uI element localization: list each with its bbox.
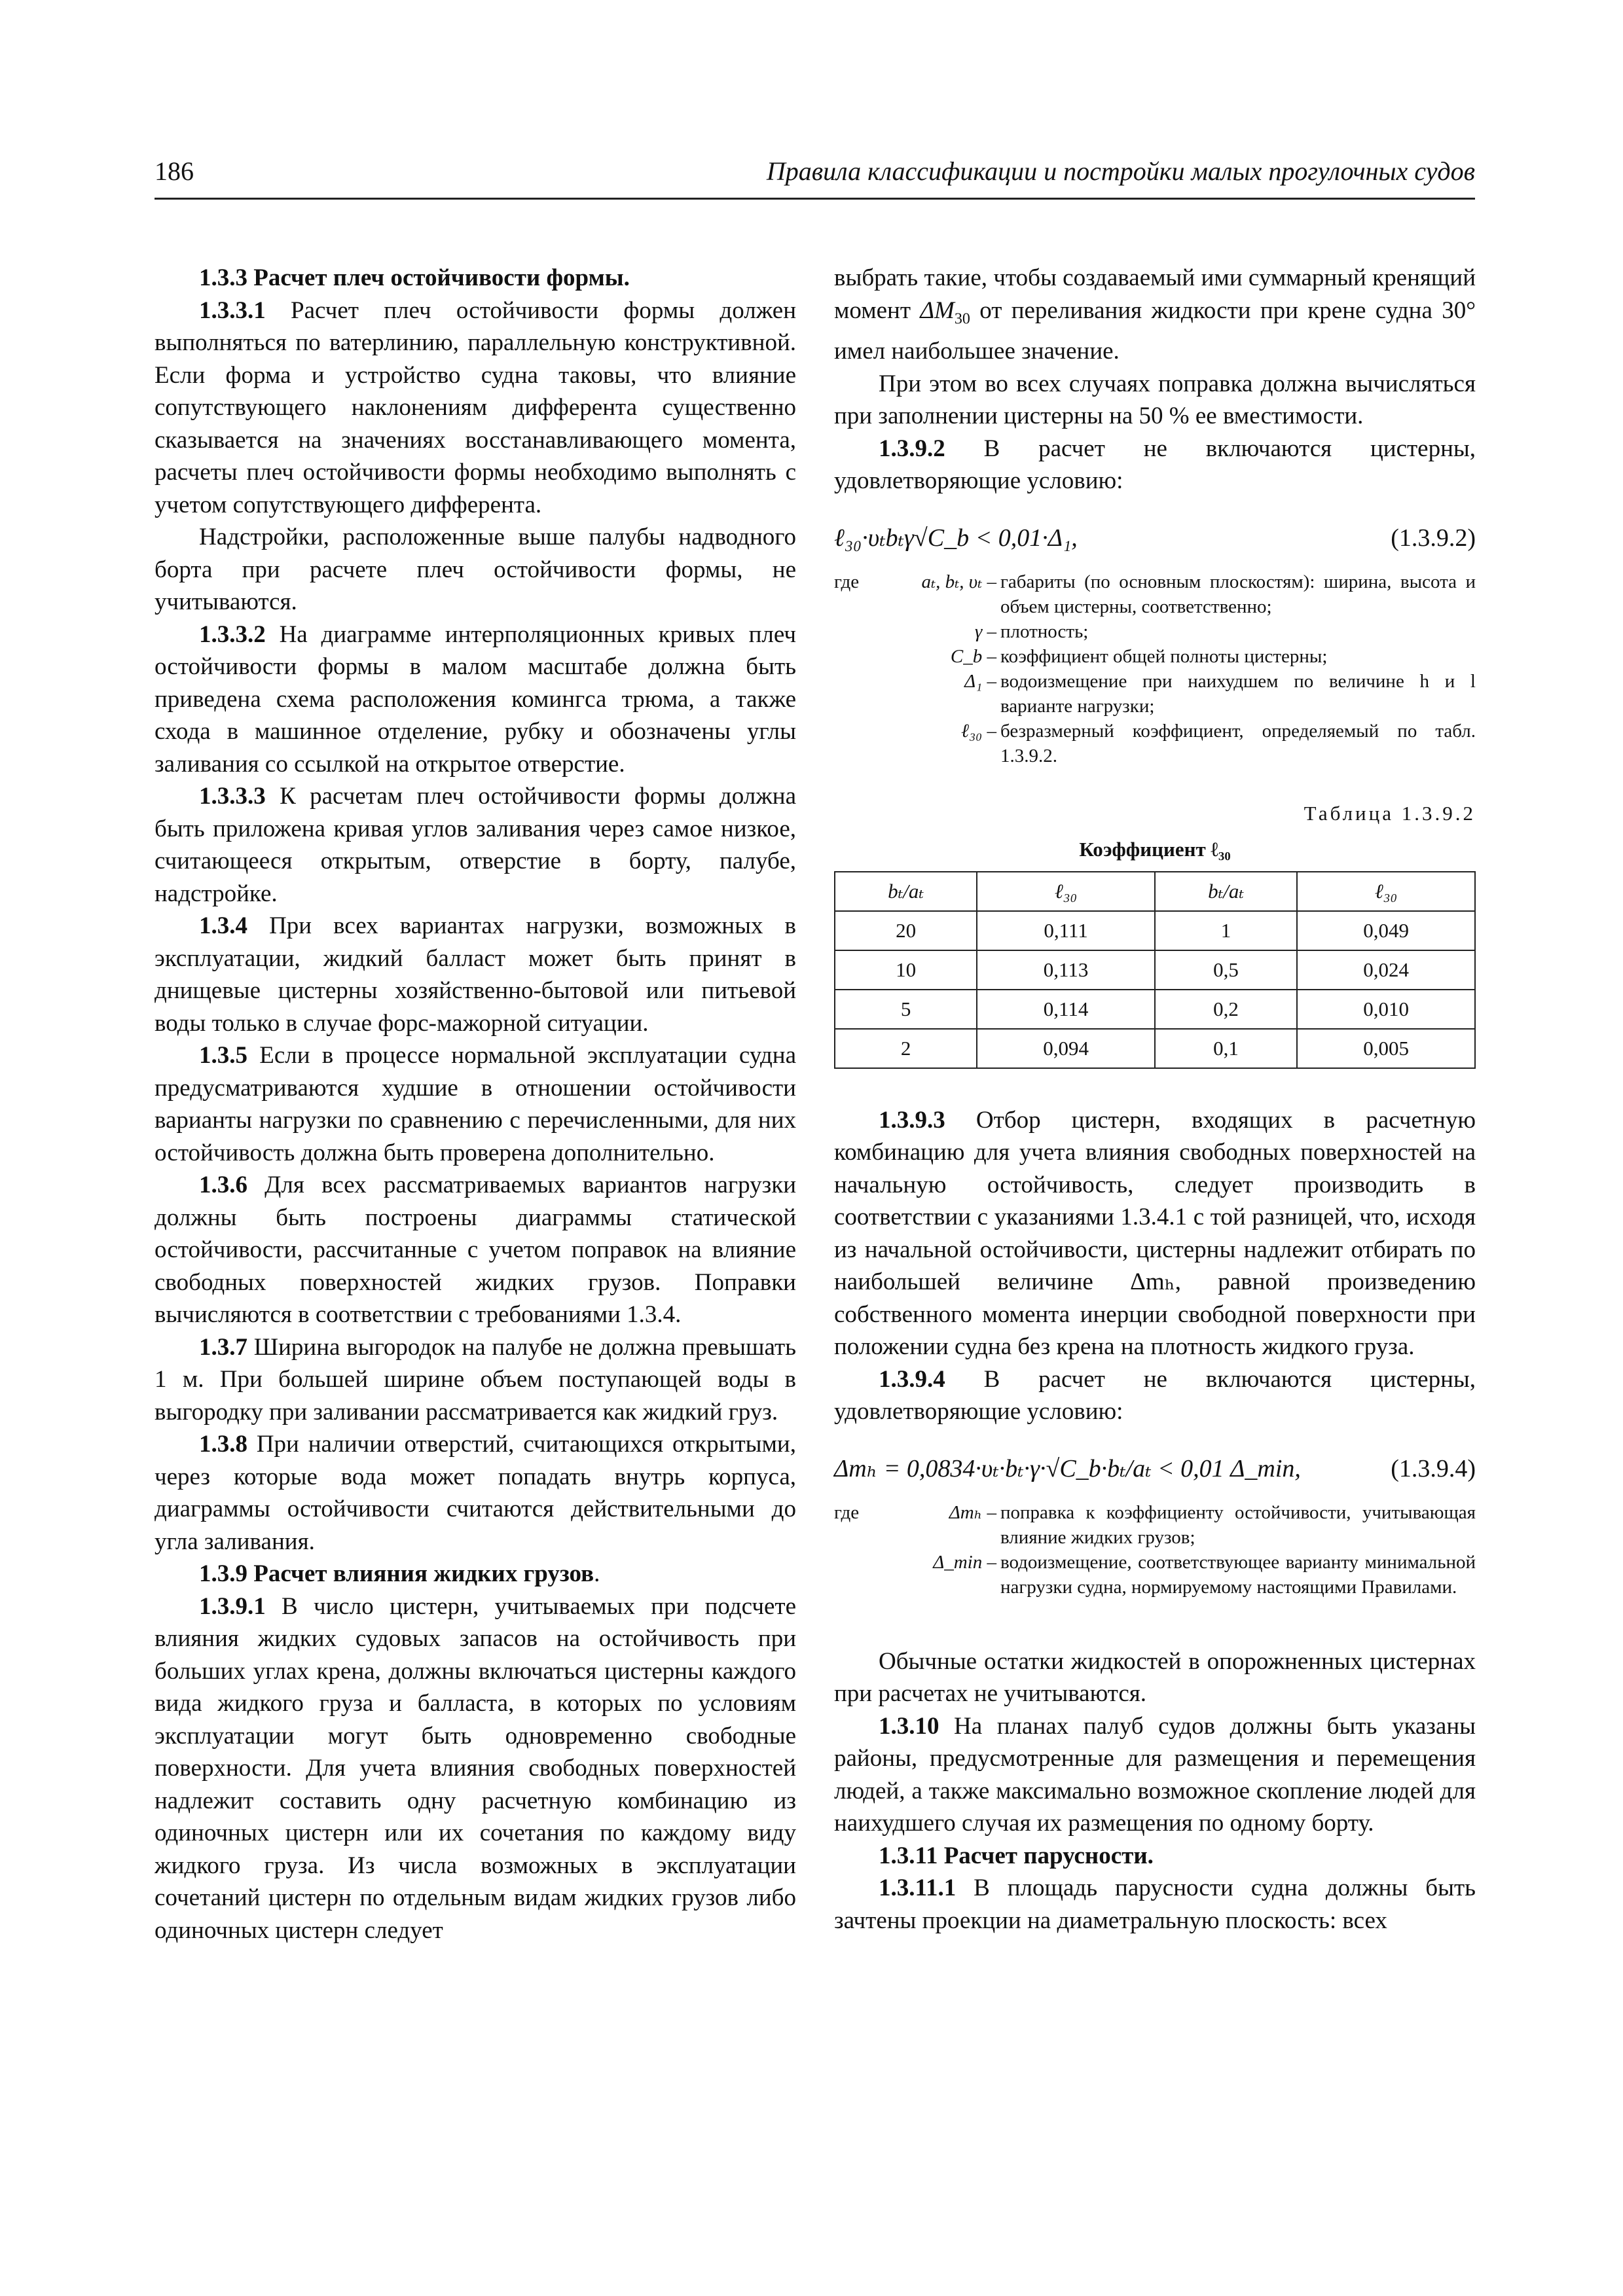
left-column	[155, 262, 796, 1946]
variable-definitions	[834, 569, 1476, 768]
paragraph-text: В расчет не включаются цистерны, удовлетворяющие условию:	[834, 1365, 1476, 1426]
definition-row: C_b – коэффициент общей полноты цистерны;	[950, 645, 1328, 667]
paragraph	[155, 910, 796, 1039]
table-cell: 0,094	[977, 1029, 1155, 1068]
definition-row: Δ_min – водоизмещение, соответствующее варианту минимальной нагрузки судна, нормируемому настоящими Правилами.	[933, 1551, 1476, 1598]
coefficient-table	[834, 871, 1476, 1069]
paragraph	[155, 780, 796, 910]
table-header-row	[835, 872, 1475, 911]
formula-expression: ℓ₃₀·υₜbₜγ√C_b < 0,01·Δ₁,	[834, 524, 1078, 552]
paragraph-text: Отбор цистерн, входящих в расчетную комбинацию для учета влияния свободных поверхностей на начальную остойчивость, следует производить в соответствии с указаниями 1.3.4.1 с той разницей, что, исходя из начальной остойчивости, цистерны надлежит отбирать по наибольшей величине Δmₕ, равной произведению собственного момента инерции свободной поверхности при положении судна без крена на плотность жидкого груза.	[834, 1106, 1476, 1361]
paragraph-text: Если в процессе нормальной эксплуатации судна предусматриваются худшие в отношении остойчивости варианты нагрузки по сравнению с перечисленными, для них остойчивость должна быть проверена дополнительно.	[155, 1042, 796, 1166]
formula-1-3-9-4	[834, 1443, 1476, 1496]
clause-number: 1.3.3.2	[199, 620, 266, 648]
paragraph	[155, 295, 796, 522]
paragraph	[834, 1104, 1476, 1363]
clause-number: 1.3.5	[199, 1042, 247, 1069]
table-cell: 0,113	[977, 950, 1155, 990]
table-row	[835, 990, 1475, 1029]
paragraph	[155, 1169, 796, 1331]
variable-definitions	[834, 1500, 1476, 1600]
clause-number: 1.3.10	[879, 1712, 939, 1740]
paragraph	[155, 619, 796, 781]
paragraph-text: При наличии отверстий, считающихся открытыми, через которые вода может попадать внутрь корпуса, диаграммы остойчивости считаются действительными до угла заливания.	[155, 1431, 796, 1555]
section-heading: 1.3.11 Расчет парусности.	[879, 1842, 1154, 1869]
definition-row: Δ₁ – водоизмещение при наихудшем по величине h и l варианте нагрузки;	[964, 670, 1476, 717]
paragraph-text: В расчет не включаются цистерны, удовлетворяющие условию:	[834, 435, 1476, 495]
running-title: Правила классификации и постройки малых прогулочных судов	[766, 156, 1475, 186]
clause-number: 1.3.11.1	[879, 1874, 957, 1902]
paragraph	[155, 1428, 796, 1558]
paragraph	[155, 1331, 796, 1429]
table-row	[835, 950, 1475, 990]
column-header: ℓ₃₀	[1297, 872, 1475, 911]
table-cell: 10	[835, 950, 977, 990]
paragraph-text: Расчет плеч остойчивости формы должен выполняться по ватерлинию, параллельную конструктивной. Если форма и устройство судна таковы, что влияние сопутствующего наклонениям дифферента существенно сказывается на значениях восстанавливающего момента, расчеты плеч остойчивости формы необходимо выполнять с учетом сопутствующего дифферента.	[155, 296, 796, 518]
table-cell: 0,024	[1297, 950, 1475, 990]
table-cell: 0,2	[1155, 990, 1297, 1029]
clause-number: 1.3.7	[199, 1333, 247, 1361]
paragraph	[155, 1039, 796, 1169]
paragraph-text: Ширина выгородок на палубе не должна превышать 1 м. При большей ширине объем поступающей воды в выгородку при заливании рассматривается как жидкий груз.	[155, 1333, 796, 1426]
table-cell: 0,010	[1297, 990, 1475, 1029]
paragraph	[834, 1872, 1476, 1937]
clause-number: 1.3.6	[199, 1172, 247, 1198]
paragraph-text: На планах палуб судов должны быть указаны районы, предусмотренные для размещения и перемещения людей, а также максимально возможное скопление людей для наихудшего случая их размещения по одному борту.	[834, 1712, 1476, 1837]
clause-number: 1.3.3.3	[199, 783, 266, 810]
formula-1-3-9-2	[834, 512, 1476, 565]
formula-number: (1.3.9.2)	[1391, 524, 1476, 552]
table-row	[835, 911, 1475, 950]
column-header: ℓ₃₀	[977, 872, 1155, 911]
page-number: 186	[155, 156, 194, 186]
clause-number: 1.3.9.3	[879, 1106, 945, 1134]
table-cell: 5	[835, 990, 977, 1029]
right-column	[834, 262, 1476, 1937]
paragraph-text: При всех вариантах нагрузки, возможных в эксплуатации, жидкий балласт может быть принят в днищевые цистерны хозяйственно-бытовой или питьевой воды только в случае форс-мажорной ситуации.	[155, 912, 796, 1037]
table-cell: 0,005	[1297, 1029, 1475, 1068]
paragraph: Надстройки, расположенные выше палубы надводного борта при расчете плеч остойчивости формы, не учитываются.	[155, 524, 796, 615]
formula-number: (1.3.9.4)	[1391, 1454, 1476, 1482]
table-cell: 0,1	[1155, 1029, 1297, 1068]
paragraph	[155, 1590, 796, 1947]
symbol: ΔM	[920, 296, 955, 324]
table-caption: Таблица 1.3.9.2	[1304, 801, 1476, 825]
paragraph-text: В число цистерн, учитываемых при подсчете влияния жидких судовых запасов на остойчивость при больших углах крена, должны включаться цистерны каждого вида жидкого груза и балласта, в которых по условиям эксплуатации могут быть одновременно свободные поверхности. Для учета влияния свободных поверхностей надлежит составить одну расчетную комбинацию из одиночных цистерн или их сочетания по каждому виду жидкого груза. Из числа возможных в эксплуатации сочетаний цистерн по отдельным видам жидких грузов либо одиночных цистерн следует	[155, 1592, 796, 1944]
clause-number: 1.3.9.4	[879, 1365, 945, 1393]
clause-number: 1.3.8	[199, 1431, 247, 1458]
definition-row: γ – плотность;	[974, 620, 1089, 642]
clause-number: 1.3.9.2	[879, 435, 945, 462]
clause-number: 1.3.4	[199, 912, 247, 939]
column-header: bₜ/aₜ	[835, 872, 977, 911]
table-cell: 0,5	[1155, 950, 1297, 990]
table-title: Коэффициент ℓ₃₀	[1079, 838, 1231, 861]
definition-row: ℓ₃₀ – безразмерный коэффициент, определяемый по табл. 1.3.9.2.	[961, 720, 1476, 766]
paragraph: При этом во всех случаях поправка должна вычисляться при заполнении цистерны на 50 % ее вместимости.	[834, 370, 1476, 430]
table-cell: 1	[1155, 911, 1297, 950]
table-cell: 2	[835, 1029, 977, 1068]
paragraph-text: На диаграмме интерполяционных кривых плеч остойчивости формы в малом масштабе должна быть приведена схема расположения комингса трюма, а также схода в машинное отделение, рубку и обозначены углы заливания со ссылкой на открытое отверстие.	[155, 620, 796, 778]
table-row	[835, 1029, 1475, 1068]
paragraph: Обычные остатки жидкостей в опорожненных цистернах при расчетах не учитываются.	[834, 1647, 1476, 1708]
paragraph	[834, 1363, 1476, 1428]
page-header	[155, 152, 1475, 200]
paragraph-text: К расчетам плеч остойчивости формы должна быть приложена кривая углов заливания через самое низкое, считающееся открытым, отверстие в борту, палубе, надстройке.	[155, 783, 796, 907]
paragraph-text: В площадь парусности судна должны быть зачтены проекции на диаметральную плоскость: всех	[834, 1874, 1476, 1934]
table-cell: 0,111	[977, 911, 1155, 950]
clause-number: 1.3.9.1	[199, 1592, 266, 1620]
paragraph: выбрать такие, чтобы создаваемый ими суммарный кренящий момент $\Delta M_{30}$ от переливания жидкости при крене судна 30° имел наибольшее значение.	[834, 264, 1476, 365]
section-heading: 1.3.9 Расчет влияния жидких грузов.	[199, 1560, 600, 1587]
table-cell: 20	[835, 911, 977, 950]
clause-number: 1.3.3.1	[199, 296, 266, 324]
column-header: bₜ/aₜ	[1155, 872, 1297, 911]
definition-row: где aₜ, bₜ, υₜ – габариты (по основным плоскостям): ширина, высота и объем цистерны, соответственно;	[834, 571, 1476, 617]
table-cell: 0,114	[977, 990, 1155, 1029]
definition-row: где Δmₕ – поправка к коэффициенту остойчивости, учитывающая влияние жидких грузов;	[834, 1501, 1476, 1548]
table-cell: 0,049	[1297, 911, 1475, 950]
formula-expression: Δmₕ = 0,0834·υₜ·bₜ·γ·√C_b·bₜ/aₜ < 0,01 Δ_min,	[834, 1454, 1301, 1482]
paragraph	[834, 1710, 1476, 1840]
paragraph-text: Для всех рассматриваемых вариантов нагрузки должны быть построены диаграммы статической остойчивости, рассчитанные с учетом поправок на влияние свободных поверхностей жидких грузов. Поправки вычисляются в соответствии с требованиями 1.3.4.	[155, 1172, 796, 1328]
section-heading: 1.3.3 Расчет плеч остойчивости формы.	[199, 264, 630, 291]
paragraph	[834, 433, 1476, 497]
